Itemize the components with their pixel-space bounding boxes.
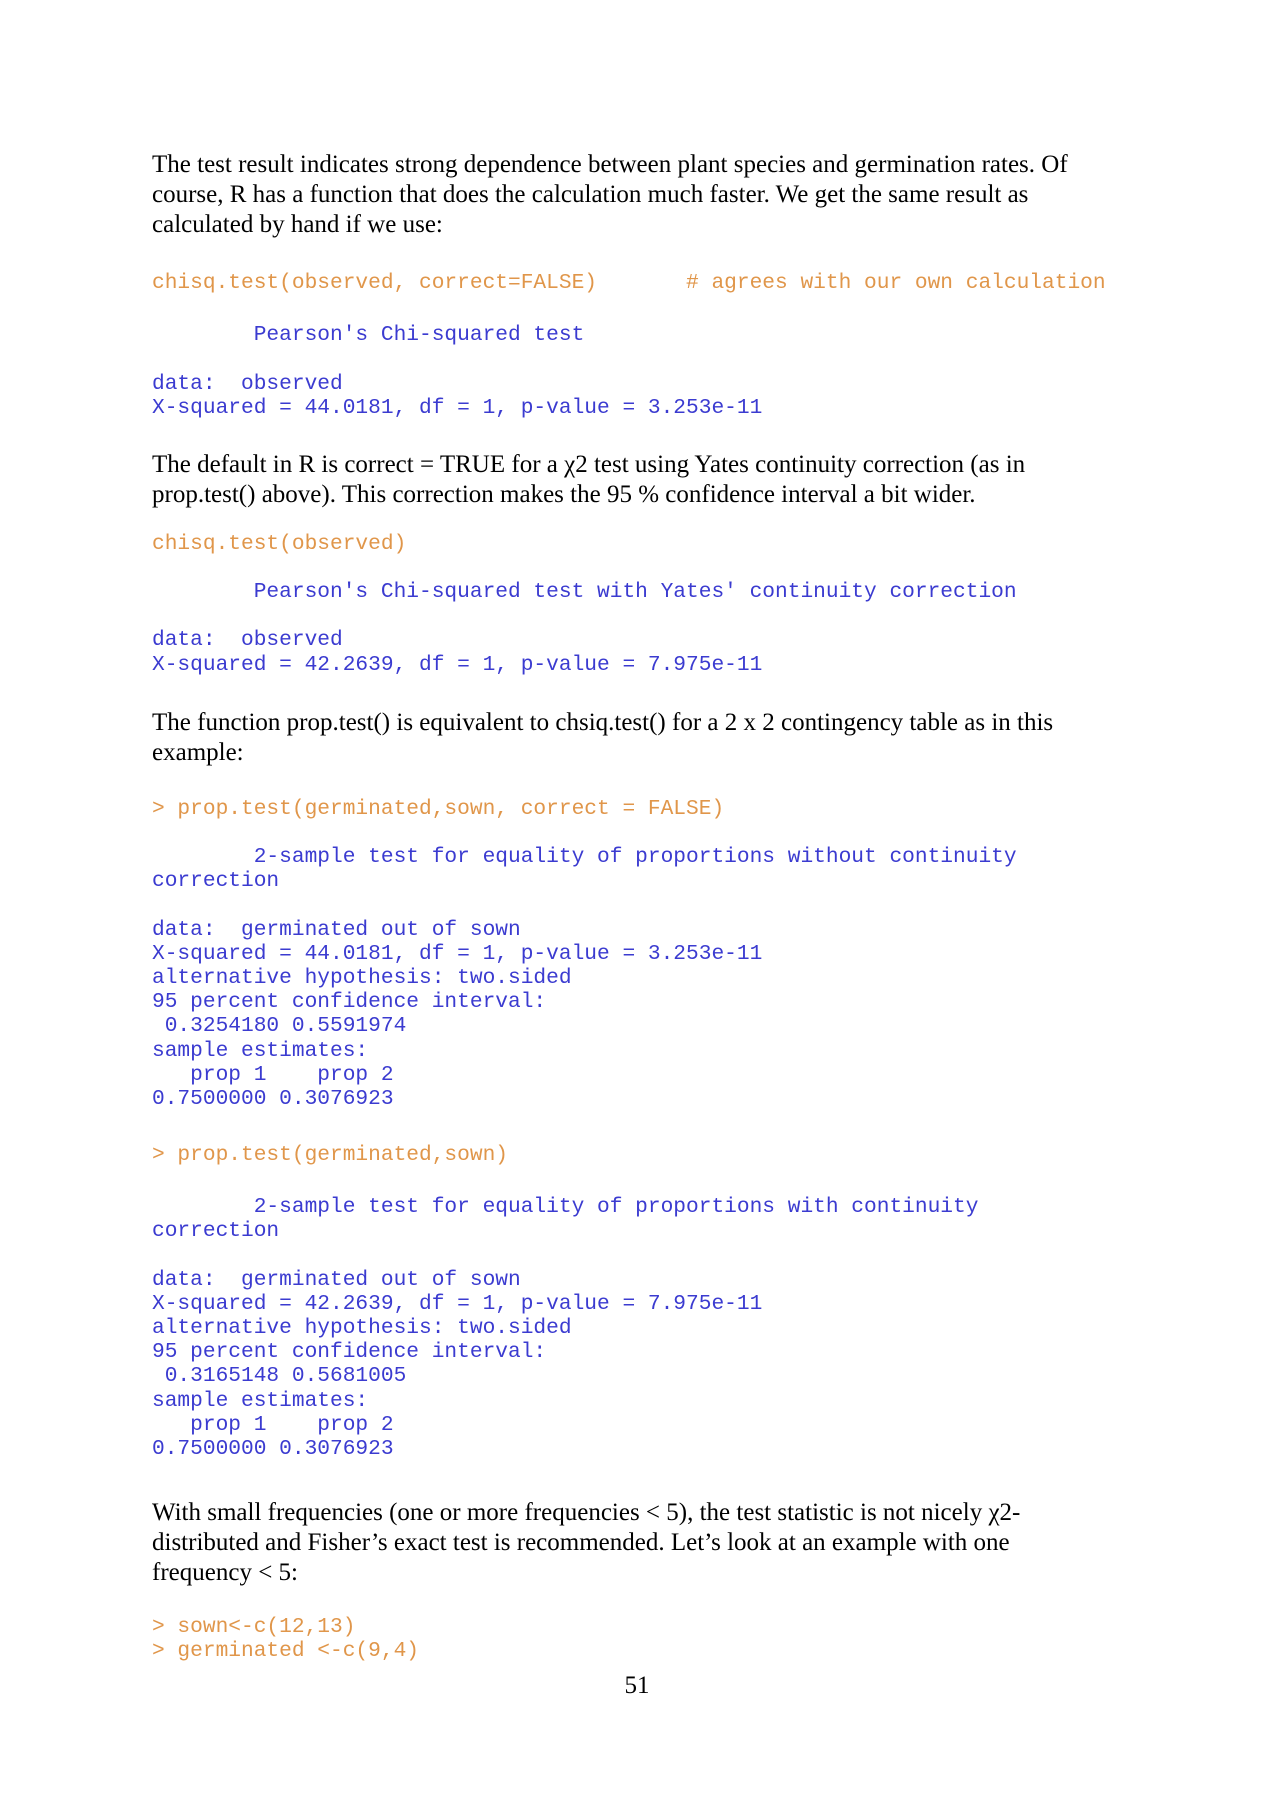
code-proptest-default: > prop.test(germinated,sown) [152,1143,509,1167]
paragraph-intro: The test result indicates strong dependence between plant species and germination rates. Of course, R has a function that does the calculation much faster. We get the same result as calculated by hand if we use: [152,151,1068,238]
code-proptest-uncorrected: > prop.test(germinated,sown, correct = FALSE) [152,797,725,821]
paragraph-yates: The default in R is correct = TRUE for a χ2 test using Yates continuity correction (as in prop.test() above). This correction makes the 95 % confidence interval a bit wider. [152,451,1026,508]
output-chisq-uncorrected: Pearson's Chi-squared test data: observed X-squared = 44.0181, df = 1, p-value = 3.253e-11 [152,323,763,420]
page-number: 51 [624,1672,650,1699]
output-proptest-default: 2-sample test for equality of proportions with continuity correction data: germinated out of sown X-squared = 42.2639, df = 1, p-value = 7.975e-11 alternative hypothesis: two.sided 95 percent confidence interval: 0.3165148 0.5681005 sample estimates: prop 1 prop 2 0.7500000 0.3076923 [152,1195,979,1462]
output-chisq-default: Pearson's Chi-squared test with Yates' continuity correction data: observed X-squared = 42.2639, df = 1, p-value = 7.975e-11 [152,580,1017,677]
code-small-frequencies: > sown<-c(12,13) > germinated <-c(9,4) [152,1615,420,1664]
output-proptest-uncorrected: 2-sample test for equality of proportions without continuity correction data: germinated out of sown X-squared = 44.0181, df = 1, p-value = 3.253e-11 alternative hypothesis: two.sided 95 percent confidence interval: 0.3254180 0.5591974 sample estimates: prop 1 prop 2 0.7500000 0.3076923 [152,845,1017,1112]
code-chisq-default: chisq.test(observed) [152,532,407,556]
paragraph-fisher: With small frequencies (one or more frequencies < 5), the test statistic is not nicely χ2-distributed and Fisher’s exact test is recommended. Let’s look at an example with one frequency < 5: [152,1499,1021,1586]
paragraph-proptest: The function prop.test() is equivalent to chsiq.test() for a 2 x 2 contingency table as in this example: [152,709,1054,766]
code-chisq-uncorrected: chisq.test(observed, correct=FALSE) # agrees with our own calculation [152,271,1106,295]
